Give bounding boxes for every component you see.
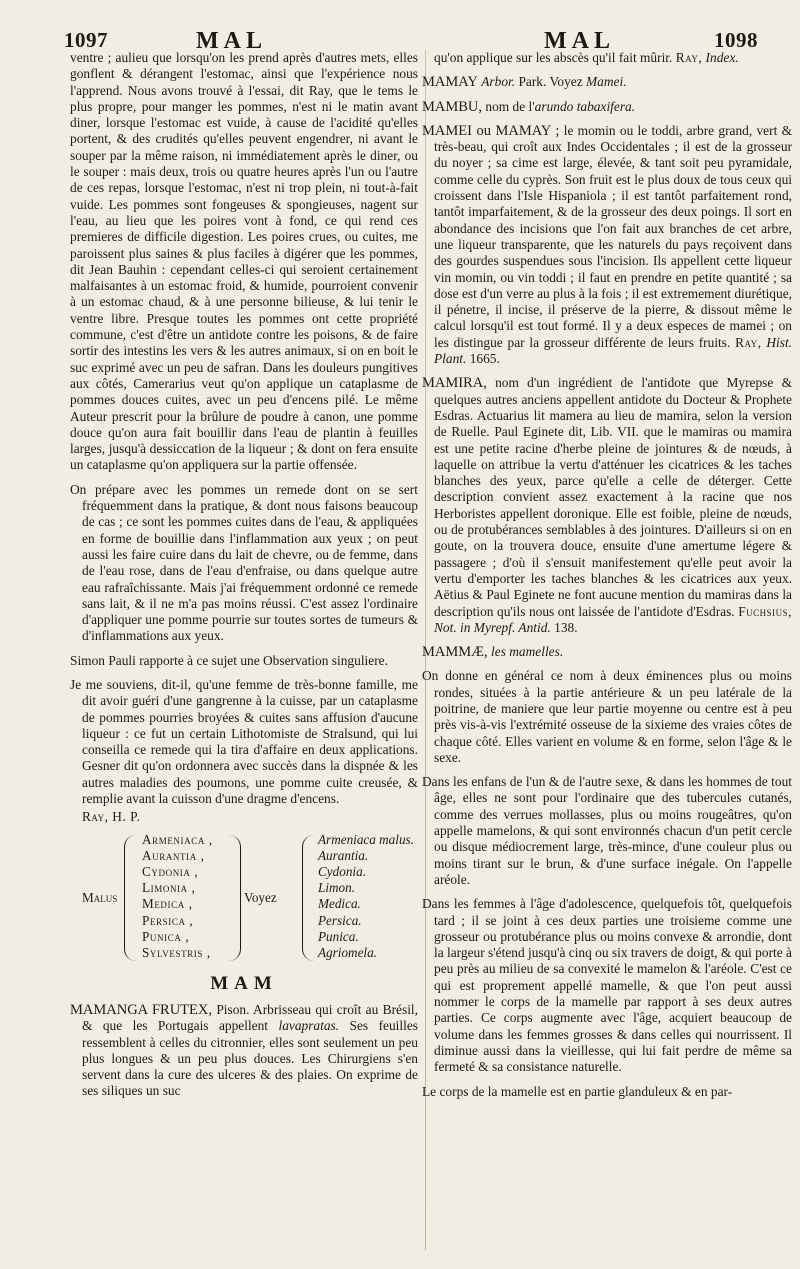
paragraph-mammae-definition: On donne en général ce nom à deux éminences plus ou moins rondes, situées à la partie antérieure & un peu latérale de la poitrine, de maniere que leur partie moyenne ou centre est à peu près vis-à-vis l'extrémité osseuse de la sixieme des vraies côtes de chaque côté. Elles varient en volume & en forme, selon l'âge & le sexe. bbox=[422, 668, 792, 765]
page-number-right: 1098 bbox=[714, 28, 758, 52]
left-brace bbox=[124, 835, 141, 961]
page-number-left: 1097 bbox=[64, 28, 108, 52]
malus-variety: Punica , bbox=[142, 928, 190, 944]
malus-variety: Armeniaca , bbox=[142, 831, 213, 847]
headword: MAMEI ou MAMAY ; bbox=[422, 122, 560, 139]
section-heading-mam: MAM bbox=[210, 972, 278, 994]
malus-reference: Armeniaca malus. bbox=[318, 831, 414, 847]
paragraph-mammae-women: Dans les femmes à l'âge d'adolescence, quelquefois tôt, quelquefois tard ; il se joint à ces deux parties une troisieme comme une grosseur ou protubérance plus ou moins convexe & arrondie, dont la largeur s'étend jusqu'à cinq ou six travers de doigt, & qui porte à peu près au milieu de sa convexité le mamelon & l'aréole. C'est ce qui est proprement appellé mamelle, & que l'on peut aussi nommer le corps de la mamelle par rapport à ses deux autres parties. Ce corps augmente avec l'âge, acquiert beaucoup de volume dans les femmes grosses & dans celles qui nourrissent. Il diminue aussi dans la vieillesse, qui lui fait perdre de même sa fermeté & sa consistance naturelle. bbox=[422, 896, 792, 1075]
paragraph-mammae-body: Le corps de la mamelle est en partie glanduleux & en par- bbox=[422, 1083, 733, 1099]
paragraph-simon-pauli: Simon Pauli rapporte à ce sujet une Observation singuliere. bbox=[70, 652, 388, 668]
running-head-left: MAL bbox=[196, 28, 267, 54]
paragraph-apple-remedy: On prépare avec les pommes un remede dont on se sert fréquemment dans la pratique, & dont nous faisons beaucoup de cas ; ce sont les pommes cuites dans de l'eau, & appliquées en forme de bouillie dans l'inflammation aux yeux ; on peut aussi les faire cuire dans du lait de chevre, ou de femme, dans de l'eau rose, dans de l'eau d'enfraise, ou dans quelque autre eau rafraîchissante. Mais j'ai fréquemment ordonné ce remede sans lait, & il ne m'a pas moins réussi. C'est assez l'ordinaire d'appliquer une pomme pourrie sur toutes sortes de tumeurs & d'inflammations aux yeux. bbox=[70, 481, 418, 644]
entry-mammae: MAMMÆ, les mamelles. bbox=[422, 644, 564, 661]
malus-reference: Limon. bbox=[318, 880, 356, 896]
malus-reference-list bbox=[318, 832, 414, 962]
malus-variety: Aurantia , bbox=[142, 847, 205, 863]
headword: MAMBU, bbox=[422, 98, 483, 115]
voyez-label: Voyez bbox=[244, 889, 277, 905]
page-header bbox=[0, 14, 800, 54]
left-brace bbox=[302, 835, 319, 961]
entry-mamira: MAMIRA, nom d'un ingrédient de l'antidote que Myrepse & quelques autres anciens appellent antidote du Docteur & Prophete Esdras. Actuarius lit mamera au lieu de mamira, selon la version de Ruelle. Paul Eginete dit, Lib. VII. que le mamiras ou mamira est une petite racine d'herbe pleine de jointures & de nœuds, à laquelle on attribue la vertu d'atténuer les cicatrices & les taches blanches des yeux, parce qu'elle a celle de déterger. Cette description convient assez exactement à la racine que nos Herboristes appellent doronique. Elle est foible, pleine de nœuds, ou de protubérances semblables à des jointures. D'ailleurs si on en goute, on la trouvera douce, ensuite d'une amertume légere & passagere ; d'où il s'ensuit manifestement qu'elle peut avoir la vertu d'emporter les taches blanches & les cicatrices aux yeux. Aëtius & Paul Eginete ne font aucune mention du mamiras dans la description qu'ils nous ont laissée de l'antidote d'Esdras. Fuchsius, Not. in Myrepf. Antid. 138. bbox=[422, 375, 792, 635]
headword: MAMAY bbox=[422, 74, 478, 91]
entry-continuation: qu'on applique sur les abscès qu'il fait mûrir. Ray, Index. bbox=[434, 50, 739, 65]
entry-mambu: MAMBU, nom de l'arundo tabaxifera. bbox=[422, 98, 636, 115]
right-brace bbox=[224, 835, 241, 961]
malus-variety: Limonia , bbox=[142, 880, 196, 896]
malus-reference: Aurantia. bbox=[318, 847, 369, 863]
malus-crossref-table bbox=[70, 832, 418, 964]
headword: MAMIRA, bbox=[422, 375, 487, 392]
running-head-right: MAL bbox=[544, 28, 615, 54]
entry-mamei: MAMEI ou MAMAY ; le momin ou le toddi, arbre grand, vert & très-beau, qui croît aux Indes Occidentales ; il est de la grosseur du noyer ; sa cime est large, élevée, & tant soit peu pyramidale, comme celle du cyprès. Son fruit est le plus doux de tous ceux qui croissent dans l'Isle Hispaniola ; il est tantôt parfaitement rond, tantôt imparfaitement, & de la grosseur des deux poings. Il sort en abondance des incisions que l'on fait aux branches de cet arbre, une liqueur transparente, que les naturels du pays reçoivent dans des gourdes suspendues sous l'incision. Ils appellent cette liqueur vin momin, ou vin toddi ; il faut en prendre en petite quantité ; sa dose est d'un verre au plus à la fois ; il est extremement diurétique, il pénetre, il incise, il préserve de la pierre, & dissout même le calcul lorsqu'il est tout formé. Il y a deux especes de mamei ; on les distingue par la grosseur différente de leurs fruits. Ray, Hist. Plant. 1665. bbox=[422, 122, 792, 367]
malus-variety-list bbox=[142, 832, 213, 962]
malus-variety: Persica , bbox=[142, 912, 194, 928]
headword: MAMMÆ, bbox=[422, 644, 488, 661]
entry-mamay: MAMAY Arbor. Park. Voyez Mamei. bbox=[422, 74, 627, 91]
paragraph-apples-digestion: ventre ; aulieu que lorsqu'on les prend après d'autres mets, elles gonflent & dérangent l'estomac, ainsi que l'expérience nous l'apprend. Nous avons trouvé à l'essai, dit Ray, que le tems le plus propre, pour manger les pommes, n'est ni le matin avant diner, lorsque l'estomac est vuide, à cause de l'acidité qu'elles portent, & des crudités qu'elles peuvent engendrer, ni avant le souper par la même raison, ni immédiatement après le diner, ou le souper : mais deux, trois ou quatre heures après l'un ou l'autre de ces repas, lorsque l'estomac, n'est ni trop plein, ni tout-à-fait vuide. Les pommes sont fongeuses & spongieuses, nagent sur l'eau, au lieu que les poires vont à fond, ce qui rend ces premieres de difficile digestion. Les poires crues, ou cuites, me paroissent plus saines & plus faciles à digérer que les pommes, dit Jean Bauhin : cependant celles-ci qui seroient certainement malfaisantes à un estomac froid, & humide, pourroient convenir à un estomac chaud, & à une personne bilieuse, & lui tenir le ventre libre. Presque toutes les pommes ont cette propriété commune, c'est d'être un antidote contre les poisons, & de faire sortir des intestins les vers & les autres animaux, si on en boit le suc exprimé avec un peu de safran. Dans les douleurs pungitives aux côtés, Camerarius veut qu'on applique un cataplasme de pommes douces cuites, avec un peu d'encens pilé. Le même Auteur prescrit pour la brûlure de poudre à canon, une pomme douce qu'on aura fait bouillir dans l'eau de plantin à feuilles larges, jusqu'à dessiccation de la liqueur ; & dont on fera ensuite un cataplasme qu'on appliquera sur la partie offensée. bbox=[70, 50, 418, 473]
malus-reference: Cydonia. bbox=[318, 864, 366, 880]
malus-variety: Cydonia , bbox=[142, 864, 199, 880]
paragraph-mammae-children: Dans les enfans de l'un & de l'autre sexe, & dans les hommes de tout âge, elles ne sont pour l'ordinaire que des tubercules cutanés, comme des verrues mollasses, plus ou moins rougeâtres, qu'on appelle mamelons, & qui sont environnés chacun d'un petit cercle ou disque médiocrement large, très-mince, d'une couleur plus ou moins tirant sur le brun, & d'une surface inégale. On l'appelle aréole. bbox=[422, 774, 792, 887]
citation-ray: Ray, H. P. bbox=[82, 809, 141, 825]
malus-variety: Medica , bbox=[142, 896, 193, 912]
paragraph-observation: Je me souviens, dit-il, qu'une femme de très-bonne famille, me dit avoir guéri d'une gangrenne à la cuisse, par un cataplasme de pommes pourries broyées & cuites sans affusion d'aucune liqueur : ce fut un certain Lithotomiste de Stralsund, qui lui conseilla ce remede qui la tira d'affaire en deux applications. Gesner dit qu'on ordonnera avec succès dans la dispnée & les autres maladies des poumons, une pomme cuite creusée, & remplie avant la cuisson d'une dragme d'encens. bbox=[70, 676, 418, 807]
left-column bbox=[70, 50, 418, 1265]
malus-reference: Agriomela. bbox=[318, 945, 377, 961]
malus-variety: Sylvestris , bbox=[142, 945, 211, 961]
malus-reference: Medica. bbox=[318, 896, 361, 912]
malus-label: Malus bbox=[82, 889, 118, 905]
entry-mamanga-frutex: MAMANGA FRUTEX, Pison. Arbrisseau qui croît au Brésil, & que les Portugais appellent lavapratas. Ses feuilles ressemblent à celles du citronnier, elles sont seulement un peu plus longues & un peu plus douces. Les Chirurgiens s'en servent dans la cure des ulceres & des plaies. On exprime de ses siliques un suc bbox=[70, 1001, 418, 1099]
right-column bbox=[422, 50, 792, 1265]
headword: MAMANGA FRUTEX, bbox=[70, 1001, 212, 1018]
malus-reference: Persica. bbox=[318, 912, 362, 928]
malus-reference: Punica. bbox=[318, 928, 359, 944]
